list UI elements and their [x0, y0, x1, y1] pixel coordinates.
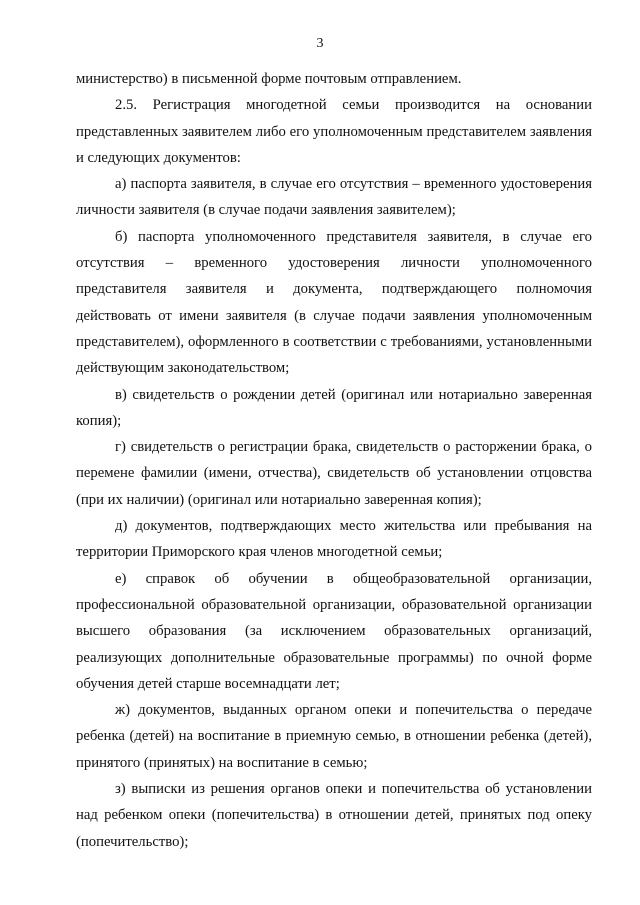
paragraph-2-5: 2.5. Регистрация многодетной семьи производится на основании представленных заявителем либо его уполномоченным представителем заявления и следующих документов:: [76, 97, 592, 166]
list-item-d: д) документов, подтверждающих место жительства или пребывания на территории Приморского края членов многодетной семьи;: [76, 518, 592, 561]
list-item-v: в) свидетельств о рождении детей (оригинал или нотариально заверенная копия);: [76, 386, 592, 429]
list-item-zh: ж) документов, выданных органом опеки и попечительства о передаче ребенка (детей) на воспитание в приемную семью, в отношении ребенка (детей), принятого (принятых) на воспитание в семью;: [76, 702, 592, 771]
list-item-z: з) выписки из решения органов опеки и попечительства об установлении над ребенком опеки (попечительства) в отношении детей, принятых под опеку (попечительство);: [76, 781, 592, 850]
list-item-e: е) справок об обучении в общеобразовательной организации, профессиональной образовательной организации, образовательной организации высшего образования (за исключением образовательных организаций, реализующих дополнительные образовательные программы) по очной форме обучения детей старше восемнадцати лет;: [76, 570, 592, 692]
list-item-b: б) паспорта уполномоченного представителя заявителя, в случае его отсутствия – временного удостоверения личности уполномоченного представителя заявителя и документа, подтверждающего полномочия действовать от имени заявителя (в случае подачи заявления уполномоченным представителем), оформленного в соответствии с требованиями, установленными действующим законодательством;: [76, 228, 592, 377]
paragraph-continuation: министерство) в письменной форме почтовым отправлением.: [76, 71, 462, 87]
list-item-a: а) паспорта заявителя, в случае его отсутствия – временного удостоверения личности заявителя (в случае подачи заявления заявителем);: [76, 176, 592, 219]
document-body: [76, 66, 592, 855]
page-number: 3: [316, 36, 324, 51]
list-item-g: г) свидетельств о регистрации брака, свидетельств о расторжении брака, о перемене фамилии (имени, отчества), свидетельств об установлении отцовства (при их наличии) (оригинал или нотариально заверенная копия);: [76, 439, 592, 508]
